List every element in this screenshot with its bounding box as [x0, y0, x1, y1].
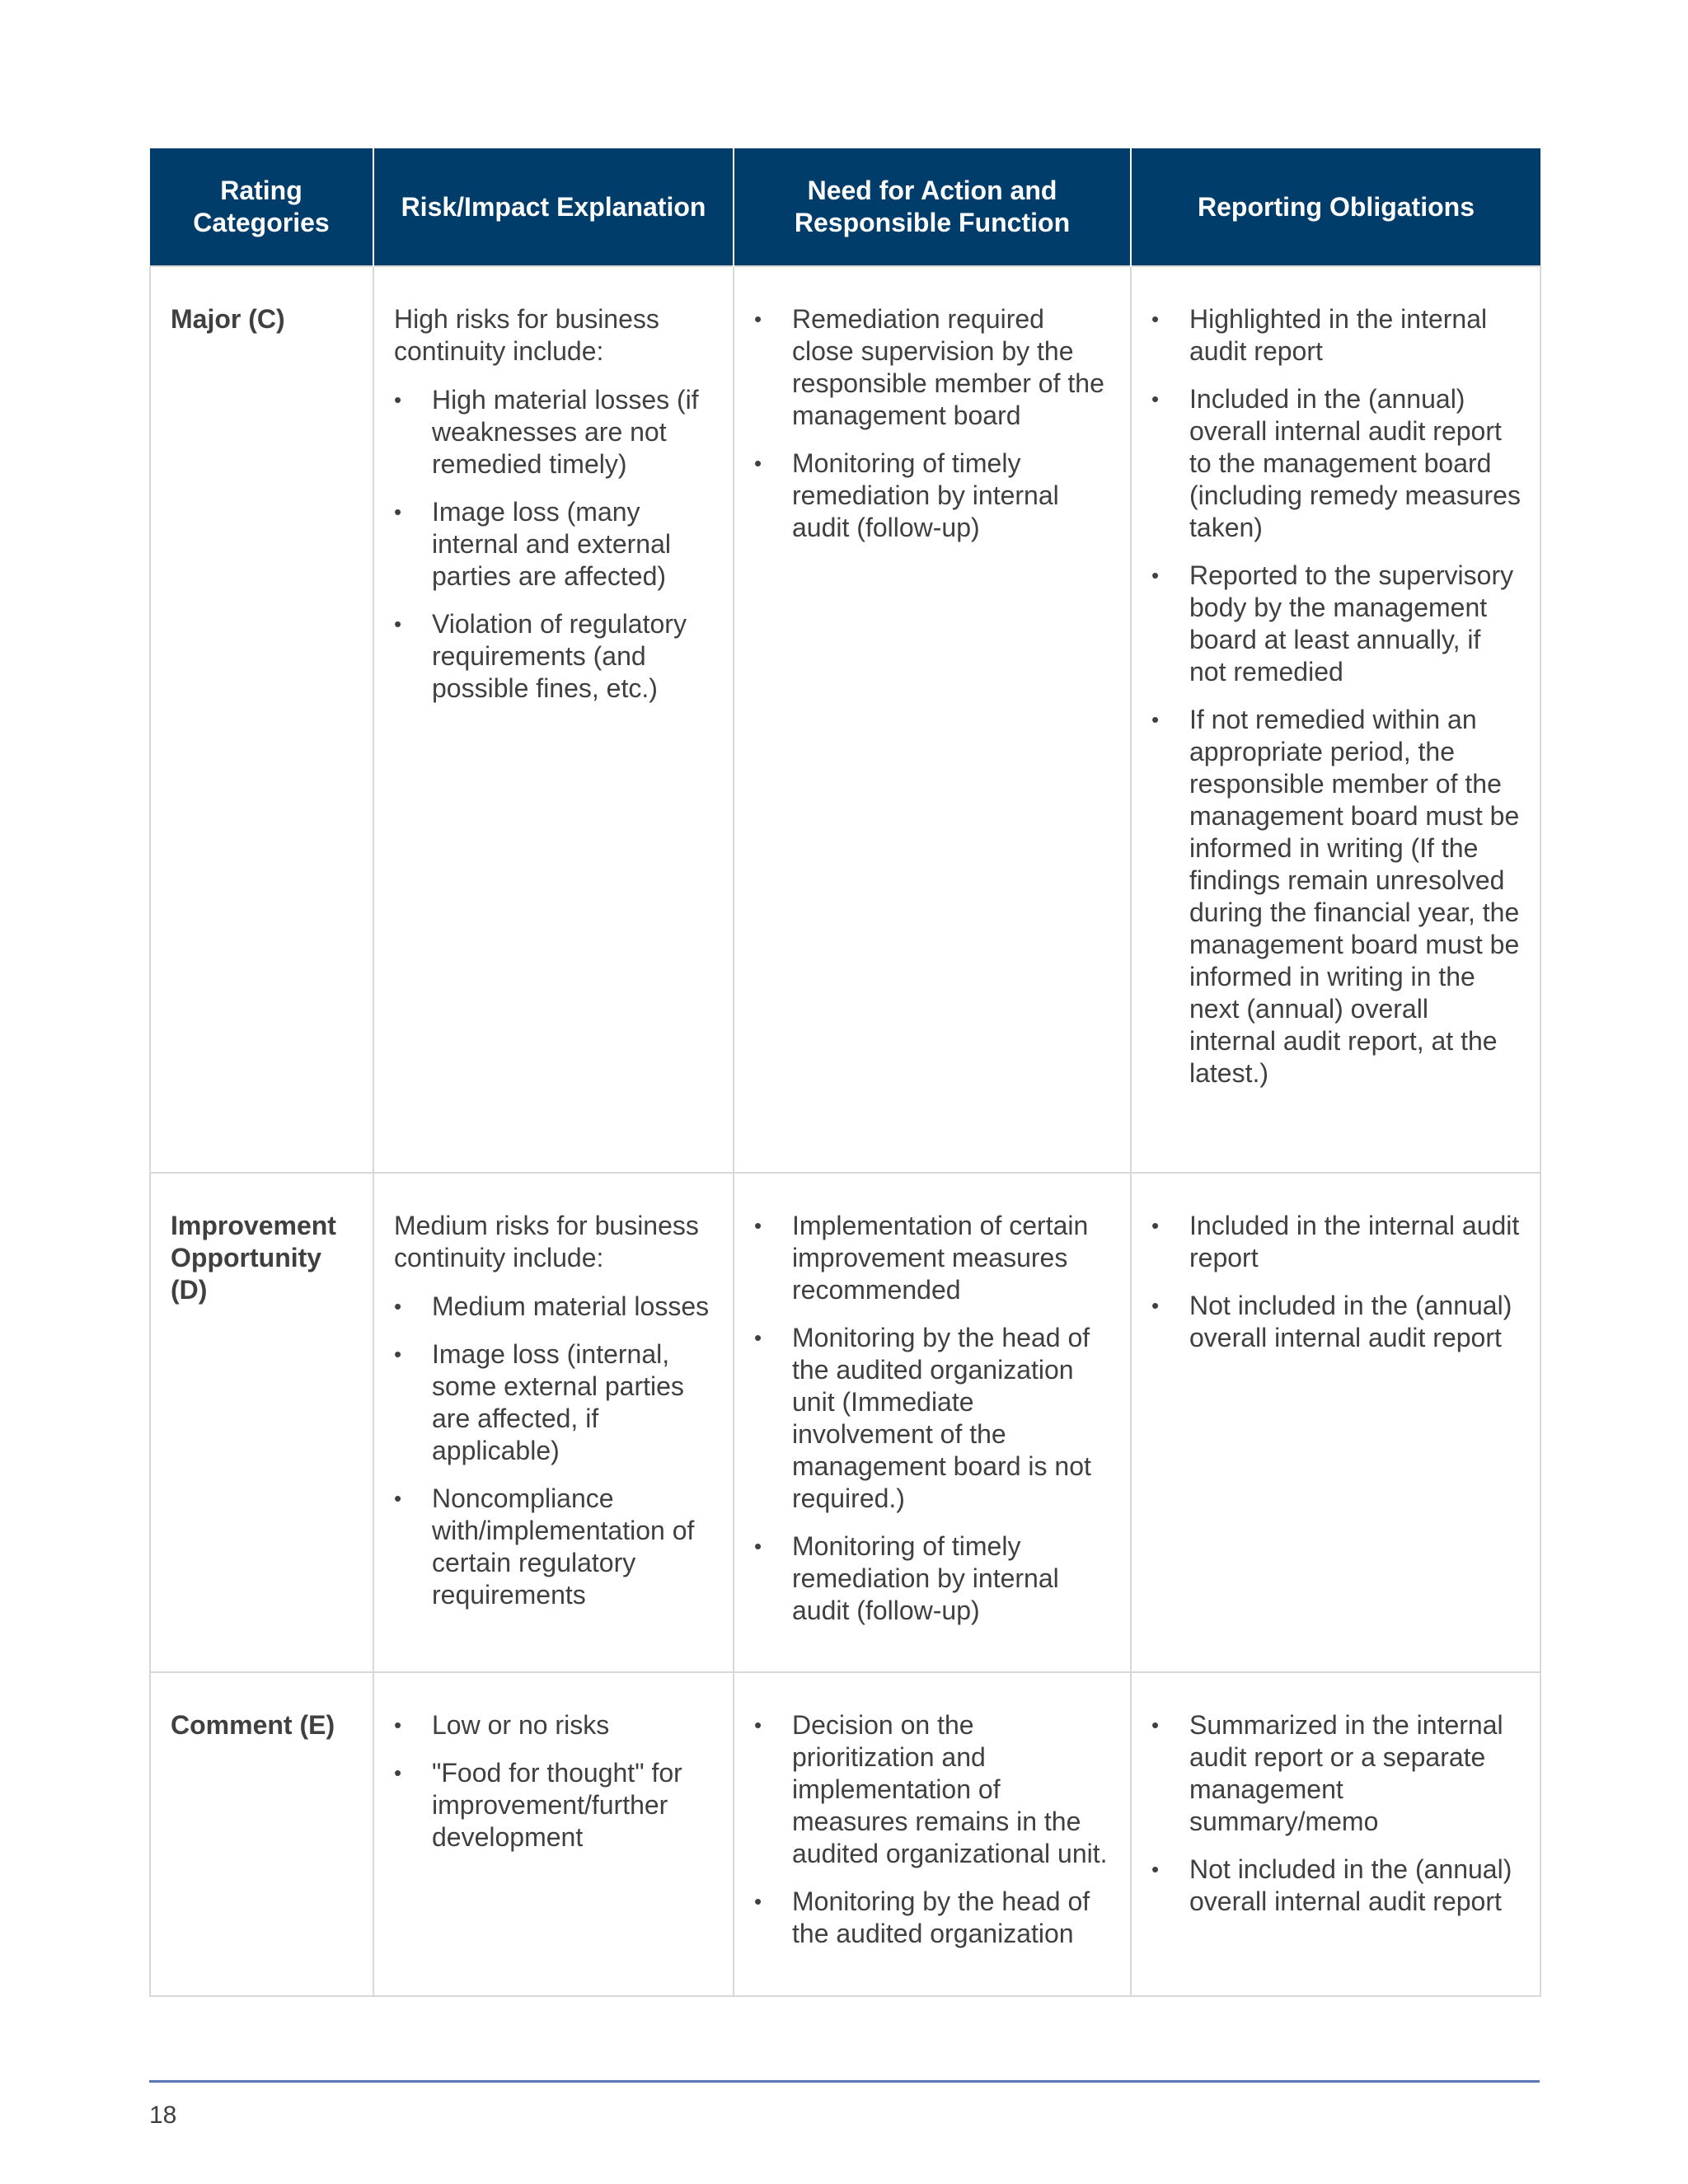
header-risk-impact: Risk/Impact Explanation	[373, 148, 734, 266]
list-item: • Image loss (internal, some external parties are affected, if applicable)	[394, 1338, 715, 1467]
list-item: • "Food for thought" for improvement/further development	[394, 1757, 715, 1854]
list-item: • Noncompliance with/implementation of certain regulatory requirements	[394, 1483, 715, 1611]
list-item: • Violation of regulatory requirements (and possible fines, etc.)	[394, 608, 715, 705]
action-list	[754, 303, 1112, 544]
list-item: • Remediation required close supervision by the responsible member of the management board	[754, 303, 1112, 432]
list-item: • Monitoring of timely remediation by internal audit (follow-up)	[754, 1530, 1112, 1627]
table-body	[150, 266, 1540, 1996]
need-for-action-cell	[734, 1173, 1131, 1672]
list-item: • Summarized in the internal audit report or a separate management summary/memo	[1151, 1709, 1522, 1838]
list-item: • Monitoring by the head of the audited organization	[754, 1886, 1112, 1950]
rating-table	[149, 148, 1541, 1997]
table-row	[150, 1173, 1540, 1672]
table-header-row	[150, 148, 1540, 266]
action-list	[754, 1709, 1112, 1950]
action-list	[754, 1210, 1112, 1627]
risk-list	[394, 1291, 715, 1611]
risk-intro-text: High risks for business continuity include:	[394, 304, 659, 366]
risk-impact-cell	[373, 266, 734, 1173]
risk-list	[394, 1709, 715, 1854]
footer-divider	[149, 2080, 1540, 2083]
list-item: • Implementation of certain improvement measures recommended	[754, 1210, 1112, 1306]
page-number: 18	[149, 2102, 177, 2129]
reporting-obligations-cell	[1131, 266, 1540, 1173]
risk-list	[394, 384, 715, 705]
list-item: • Low or no risks	[394, 1709, 715, 1741]
list-item: • Image loss (many internal and external parties are affected)	[394, 496, 715, 593]
table-row	[150, 266, 1540, 1173]
list-item: • Decision on the prioritization and implementation of measures remains in the audited organizational unit.	[754, 1709, 1112, 1870]
list-item: • Highlighted in the internal audit report	[1151, 303, 1522, 368]
list-item: • Not included in the (annual) overall internal audit report	[1151, 1290, 1522, 1354]
rating-category-cell: Comment (E)	[150, 1672, 373, 1996]
header-rating-categories: Rating Categories	[150, 148, 373, 266]
header-need-for-action: Need for Action and Responsible Function	[734, 148, 1131, 266]
risk-impact-cell	[373, 1173, 734, 1672]
risk-impact-cell	[373, 1672, 734, 1996]
reporting-list	[1151, 303, 1522, 1090]
rating-category-cell: Major (C)	[150, 266, 373, 1173]
list-item: • Monitoring by the head of the audited organization unit (Immediate involvement of the management board is not required.)	[754, 1322, 1112, 1515]
need-for-action-cell	[734, 1672, 1131, 1996]
need-for-action-cell	[734, 266, 1131, 1173]
reporting-list	[1151, 1210, 1522, 1354]
list-item: • Not included in the (annual) overall internal audit report	[1151, 1854, 1522, 1918]
reporting-obligations-cell	[1131, 1672, 1540, 1996]
list-item: • Included in the internal audit report	[1151, 1210, 1522, 1274]
list-item: • Medium material losses	[394, 1291, 715, 1323]
rating-category-cell: Improvement Opportunity (D)	[150, 1173, 373, 1672]
list-item: • High material losses (if weaknesses are not remedied timely)	[394, 384, 715, 480]
reporting-list	[1151, 1709, 1522, 1918]
table-row	[150, 1672, 1540, 1996]
list-item: • Included in the (annual) overall internal audit report to the management board (including remedy measures taken)	[1151, 383, 1522, 544]
list-item: • Reported to the supervisory body by the management board at least annually, if not remedied	[1151, 560, 1522, 688]
header-reporting-obligations: Reporting Obligations	[1131, 148, 1540, 266]
risk-intro-text: Medium risks for business continuity include:	[394, 1211, 699, 1272]
document-page	[149, 148, 1540, 1997]
list-item: • If not remedied within an appropriate period, the responsible member of the management board must be informed in writing (If the findings remain unresolved during the financial year, the management board must be informed in writing in the next (annual) overall internal audit report, at the latest.)	[1151, 704, 1522, 1090]
reporting-obligations-cell	[1131, 1173, 1540, 1672]
list-item: • Monitoring of timely remediation by internal audit (follow-up)	[754, 448, 1112, 544]
